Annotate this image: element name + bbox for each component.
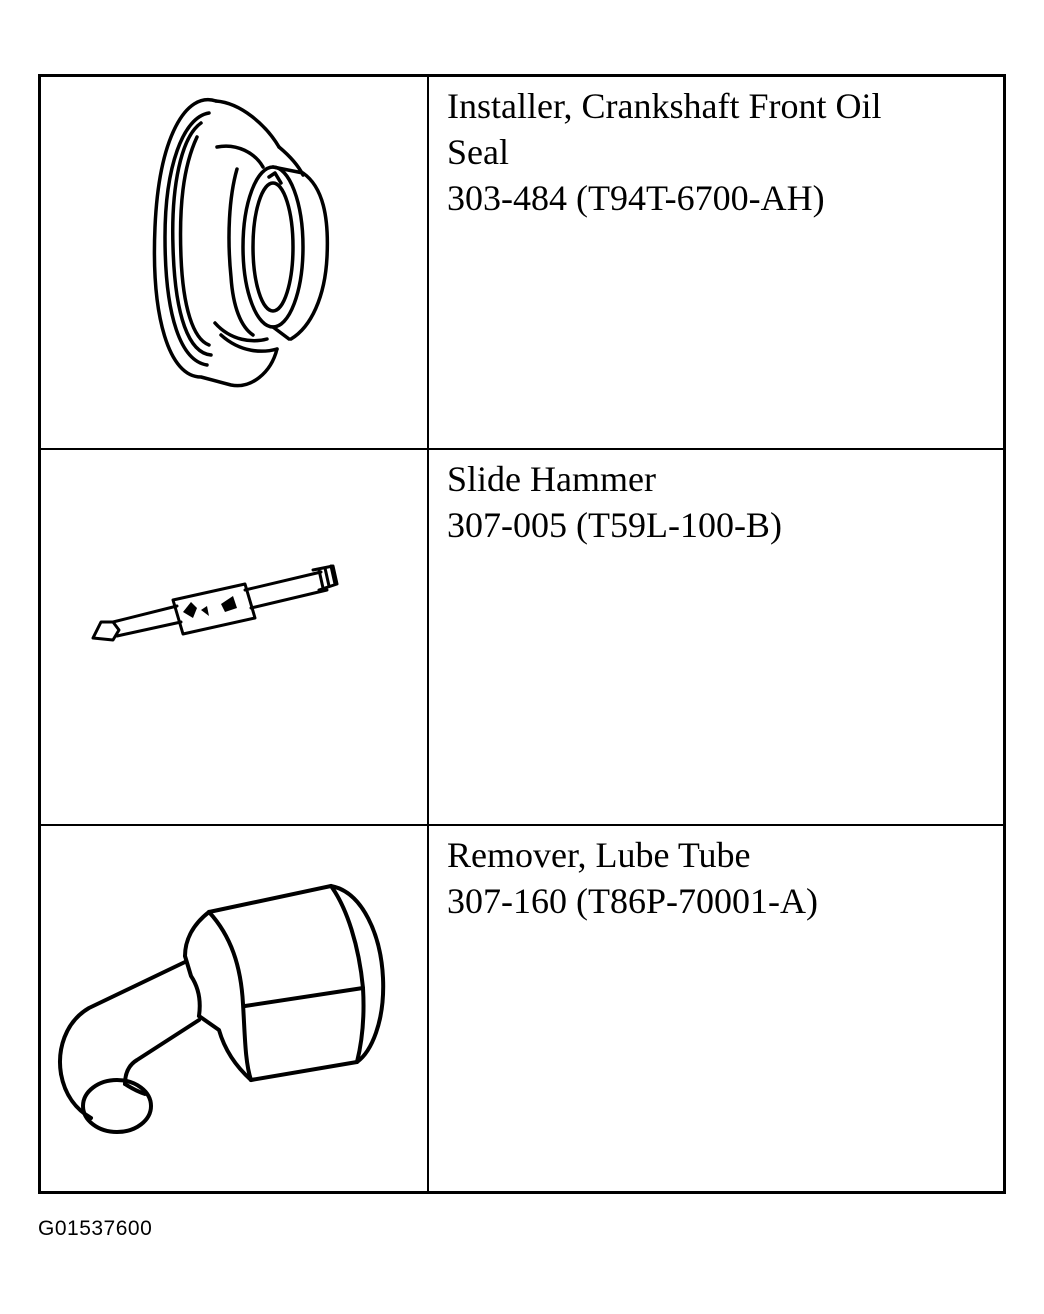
tool-name-line: Installer, Crankshaft Front Oil <box>447 86 882 126</box>
slide-hammer-icon <box>41 450 427 826</box>
illustration-cell <box>41 826 429 1194</box>
illustration-cell <box>41 77 429 448</box>
tool-part-number: 303-484 (T94T-6700-AH) <box>447 178 825 218</box>
special-tools-table <box>38 74 1006 1194</box>
tool-description <box>447 456 995 548</box>
table-row <box>41 450 1003 826</box>
tool-part-number: 307-160 (T86P-70001-A) <box>447 881 818 921</box>
table-row <box>41 77 1003 450</box>
crankshaft-seal-installer-icon <box>41 77 427 450</box>
figure-id: G01537600 <box>38 1217 153 1240</box>
tool-name-line: Slide Hammer <box>447 459 656 499</box>
tool-part-number: 307-005 (T59L-100-B) <box>447 505 782 545</box>
lube-tube-remover-icon <box>41 826 427 1194</box>
illustration-cell <box>41 450 429 824</box>
tool-name-line: Seal <box>447 132 509 172</box>
tool-description <box>447 83 995 221</box>
tool-name-line: Remover, Lube Tube <box>447 835 751 875</box>
table-row <box>41 826 1003 1194</box>
tool-description <box>447 832 995 924</box>
